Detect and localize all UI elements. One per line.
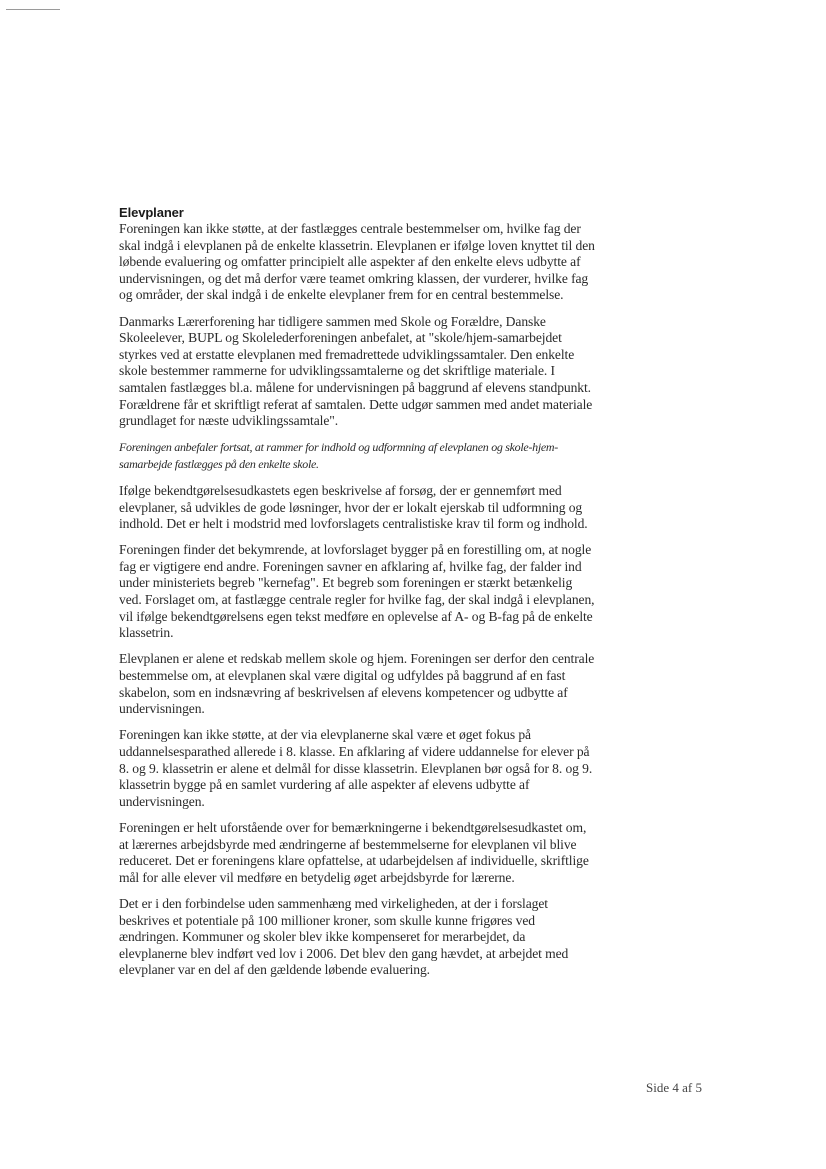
page-number: Side 4 af 5 <box>646 1080 702 1095</box>
paragraph-5: Foreningen finder det bekymrende, at lovforslaget bygger på en forestilling om, at nogle fag er vigtigere end andre. Foreningen savner en afklaring af, hvilke fag, der falder ind under ministeriets begreb "kernefag". Et begreb som foreningen er stærkt betænkelig ved. Forslaget om, at fastlægge centrale regler for hvilke fag, der skal indgå i elevplanen, vil ifølge bekendtgørelsens egen tekst medføre en oplevelse af A- og B-fag på de enkelte klassetrin. <box>119 542 595 641</box>
section-heading: Elevplaner <box>119 205 184 220</box>
paragraph-2: Danmarks Lærerforening har tidligere sammen med Skole og Forældre, Danske Skoleelever, BUPL og Skolelederforeningen anbefalet, at "skole/hjem-samarbejdet styrkes ved at erstatte elevplanen med fremadrettede udviklingssamtaler. Den enkelte skole bestemmer rammerne for udviklingssamtalerne og det skriftlige materiale. I samtalen fastlægges bl.a. målene for undervisningen på baggrund af elevens standpunkt. Forældrene får et skriftligt referat af samtalen. Dette udgør sammen med andet materiale grundlaget for næste udviklingssamtale". <box>119 313 593 429</box>
paragraph-8: Foreningen er helt uforstående over for bemærkningerne i bekendtgørelsesudkastet om, at lærernes arbejdsbyrde med ændringerne af bestemmelserne for elevplanen vil blive reduceret. Det er foreningens klare opfattelse, at udarbejdelsen af individuelle, skriftlige mål for alle elever vil medføre en betydelig øget arbejdsbyrde for lærerne. <box>119 819 589 885</box>
paragraph-7: Foreningen kan ikke støtte, at der via elevplanerne skal være et øget fokus på uddannelsesparathed allerede i 8. klasse. En afklaring af videre uddannelse for elever på 8. og 9. klassetrin er alene et delmål for disse klassetrin. Elevplanen bør også for 8. og 9. klassetrin bygge på en samlet vurdering af alle aspekter af elevens udbytte af undervisningen. <box>119 727 593 809</box>
paragraph-6: Elevplanen er alene et redskab mellem skole og hjem. Foreningen ser derfor den centrale bestemmelse om, at elevplanen skal være digital og udfyldes på baggrund af en fast skabelon, som en indsnævring af beskrivelsen af elevens kompetencer og udbytte af undervisningen. <box>119 651 595 717</box>
recommendation-paragraph: Foreningen anbefaler fortsat, at rammer for indhold og udformning af elevplanen og skole-hjem-samarbejde fastlægges på den enkelte skole. <box>119 440 558 472</box>
scan-artifact-line <box>6 9 60 10</box>
paragraph-4: Ifølge bekendtgørelsesudkastets egen beskrivelse af forsøg, der er gennemført med elevplaner, så udvikles de gode løsninger, hvor der er lokalt ejerskab til udformning og indhold. Det er helt i modstrid med lovforslagets centralistiske krav til form og indhold. <box>119 482 588 532</box>
paragraph-9: Det er i den forbindelse uden sammenhæng med virkeligheden, at der i forslaget beskrives et potentiale på 100 millioner kroner, som skulle kunne frigøres ved ændringen. Kommuner og skoler blev ikke kompenseret for merarbejdet, da elevplanerne blev indført ved lov i 2006. Det blev den gang hævdet, at arbejdet med elevplaner var en del af den gældende løbende evaluering. <box>119 895 569 978</box>
paragraph-1: Foreningen kan ikke støtte, at der fastlægges centrale bestemmelser om, hvilke fag der skal indgå i elevplanen på de enkelte klassetrin. Elevplanen er ifølge loven knyttet til den løbende evaluering og omfatter principielt alle aspekter af den enkelte elevs udbytte af undervisningen, og det må derfor være teamet omkring klassen, der vurderer, hvilke fag og områder, der skal indgå i de enkelte elevplaner frem for en central bestemmelse. <box>119 221 595 303</box>
document-body <box>119 205 595 989</box>
